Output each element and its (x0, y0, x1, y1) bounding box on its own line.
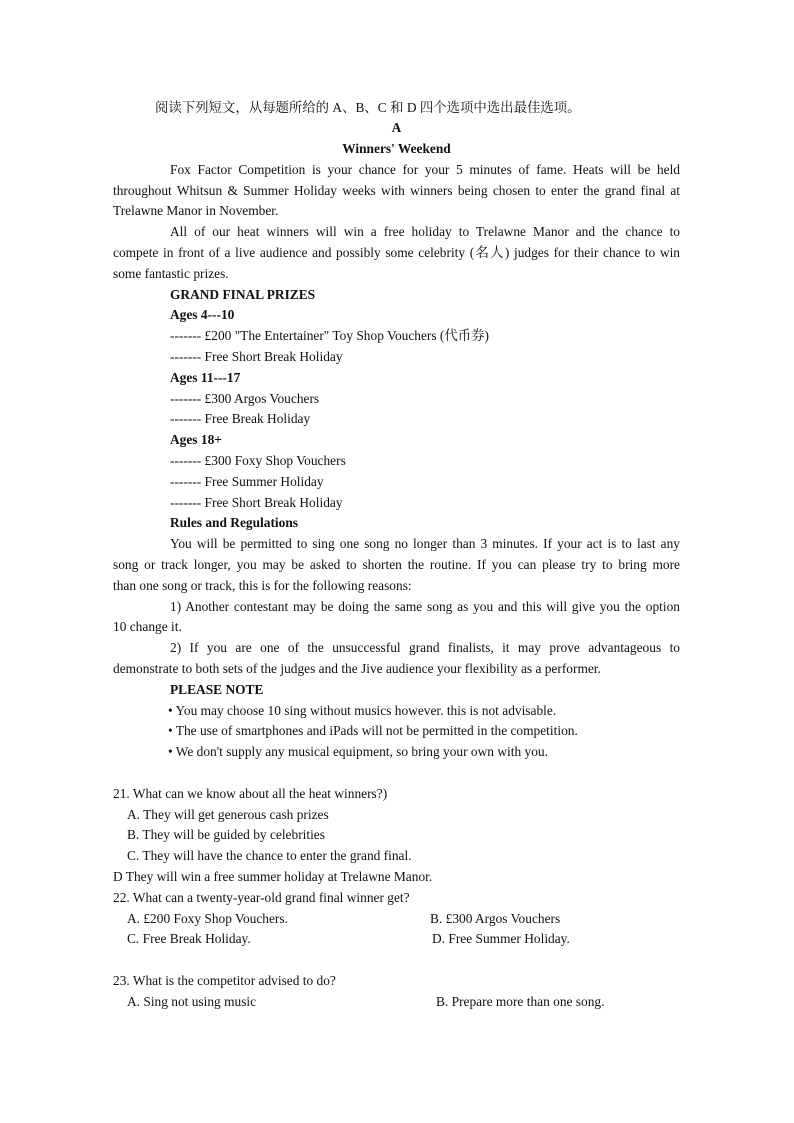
paragraph-1-line-2: throughout Whitsun & Summer Holiday weeks with winners being chosen to enter the grand final at (113, 183, 680, 198)
prize-item: ------- Free Summer Holiday (170, 474, 324, 489)
note-item: • We don't supply any musical equipment, so bring your own with you. (168, 744, 548, 759)
prize-item: ------- Free Break Holiday (170, 411, 311, 426)
question-23-stem: 23. What is the competitor advised to do? (113, 973, 336, 988)
passage-label: A (391, 120, 402, 135)
question-23-option-a: A. Sing not using music (127, 994, 257, 1009)
note-heading: PLEASE NOTE (170, 682, 264, 697)
paragraph-1-line-3: Trelawne Manor in November. (113, 203, 279, 218)
prizes-heading: GRAND FINAL PRIZES (170, 287, 316, 302)
rules-line-3: than one song or track, this is for the following reasons: (113, 578, 412, 593)
note-item: • You may choose 10 sing without musics however. this is not advisable. (168, 703, 557, 718)
question-22-option-a: A. £200 Foxy Shop Vouchers. (127, 911, 288, 926)
prize-item: ------- £300 Argos Vouchers (170, 391, 320, 406)
passage-title: Winners' Weekend (342, 141, 451, 156)
age-group-18-plus: Ages 18+ (170, 432, 222, 447)
question-21-option-d: D They will win a free summer holiday at Trelawne Manor. (113, 869, 433, 884)
prize-item: ------- Free Short Break Holiday (170, 349, 343, 364)
rules-heading: Rules and Regulations (170, 515, 298, 530)
prize-item: ------- £200 "The Entertainer" Toy Shop Vouchers (代币券) (170, 328, 490, 343)
reason-2-line-1: 2) If you are one of the unsuccessful grand finalists, it may prove advantageous to (170, 640, 680, 655)
question-21-option-a: A. They will get generous cash prizes (127, 807, 329, 822)
age-group-11-17: Ages 11---17 (170, 370, 241, 385)
question-22-option-b: B. £300 Argos Vouchers (430, 911, 561, 926)
question-22-option-d: D. Free Summer Holiday. (432, 931, 570, 946)
reason-1-line-1: 1) Another contestant may be doing the same song as you and this will give you the option (170, 599, 680, 614)
question-22-option-c: C. Free Break Holiday. (127, 931, 251, 946)
reason-1-line-2: 10 change it. (113, 619, 182, 634)
prize-item: ------- £300 Foxy Shop Vouchers (170, 453, 346, 468)
question-21-option-b: B. They will be guided by celebrities (127, 827, 325, 842)
age-group-4-10: Ages 4---10 (170, 307, 235, 322)
paragraph-2-line-3: some fantastic prizes. (113, 266, 229, 281)
instruction-text: 阅读下列短文，从每题所给的 A、B、C 和 D 四个选项中选出最佳选项。 (155, 100, 581, 115)
rules-line-2: song or track longer, you may be asked to shorten the routine. If you can please try to bring more (113, 557, 680, 572)
question-21-option-c: C. They will have the chance to enter the grand final. (127, 848, 412, 863)
rules-line-1: You will be permitted to sing one song no longer than 3 minutes. If your act is to last any (170, 536, 680, 551)
question-23-option-b: B. Prepare more than one song. (436, 994, 605, 1009)
paragraph-1-line-1: Fox Factor Competition is your chance for your 5 minutes of fame. Heats will be held (170, 162, 680, 177)
paragraph-2-line-1: All of our heat winners will win a free holiday to Trelawne Manor and the chance to (170, 224, 680, 239)
paragraph-2-line-2: compete in front of a live audience and possibly some celebrity (名人) judges for their chance to win (113, 245, 680, 260)
question-22-stem: 22. What can a twenty-year-old grand final winner get? (113, 890, 410, 905)
note-item: • The use of smartphones and iPads will not be permitted in the competition. (168, 723, 578, 738)
question-21-stem: 21. What can we know about all the heat winners?) (113, 786, 388, 801)
prize-item: ------- Free Short Break Holiday (170, 495, 343, 510)
reason-2-line-2: demonstrate to both sets of the judges and the Jive audience your flexibility as a performer. (113, 661, 601, 676)
